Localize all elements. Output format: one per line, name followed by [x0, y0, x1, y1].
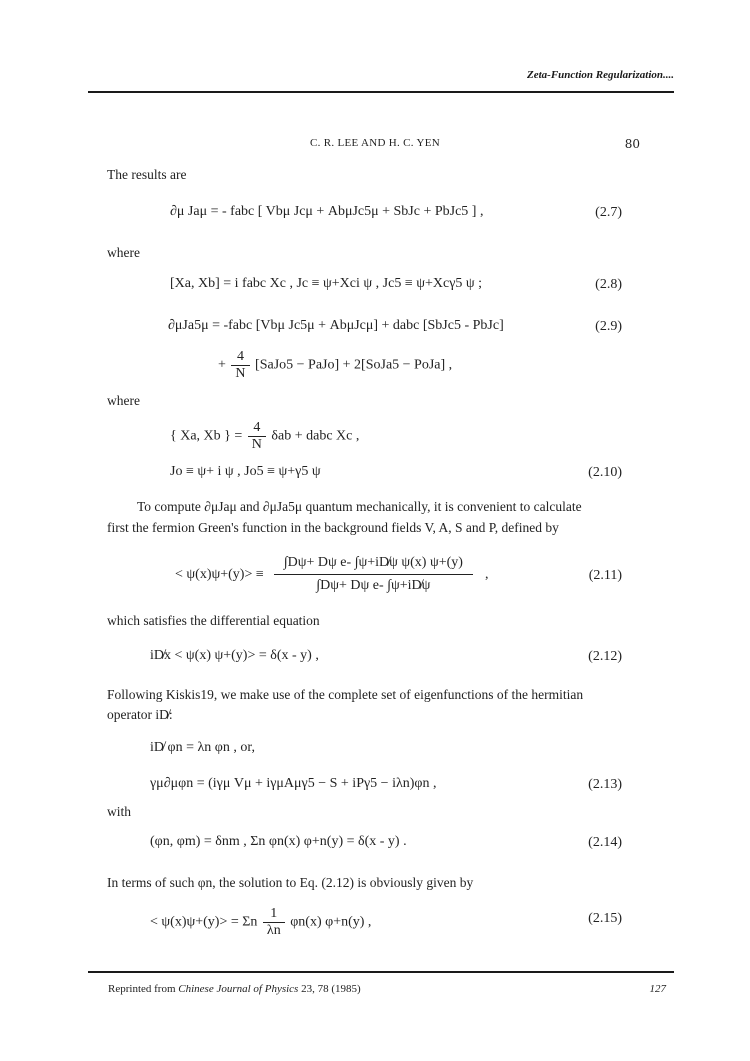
paragraph-compute-line2: first the fermion Green's function in the background fields V, A, S and P, defined by — [107, 520, 559, 535]
equation-number-2-10: (2.10) — [588, 465, 622, 480]
equation-2-14: (φn, φm) = δnm , Σn φn(x) φ+n(y) = δ(x - y) . — [150, 834, 407, 849]
running-head: Zeta-Function Regularization.... — [527, 69, 674, 81]
green-function-fraction: $\frac{\text{∫Dψ+ Dψ e- ∫ψ+iD̸ψ ψ(x) ψ+(y)}}{\text{∫Dψ+ Dψ e- ∫ψ+iD̸ψ}}$ — [274, 555, 473, 594]
equation-number-2-7: (2.7) — [595, 205, 622, 220]
equation-eigen: iD̸ φn = λn φn , or, — [150, 740, 255, 755]
with-text: with — [107, 804, 132, 819]
paragraph-kiskis: Following Kiskis19, we make use of the complete set of eigenfunctions of the hermitian — [107, 687, 584, 702]
footer-rule — [88, 971, 674, 973]
equation-number-2-15: (2.15) — [588, 911, 622, 926]
authors-line: C. R. LEE AND H. C. YEN — [310, 137, 440, 149]
equation-2-11: < ψ(x)ψ+(y)> ≡ $\frac{\text{∫Dψ+ Dψ e- ∫ψ+iD̸ψ ψ(x) ψ+(y)}}{\text{∫Dψ+ Dψ e- ∫ψ+iD̸ψ}}$ , — [175, 555, 489, 593]
equation-number-2-13: (2.13) — [588, 777, 622, 792]
equation-2-10: Jo ≡ ψ+ i ψ , Jo5 ≡ ψ+γ5 ψ — [170, 464, 321, 479]
paragraph-differential: which satisfies the differential equation — [107, 613, 320, 628]
equation-number-2-11: (2.11) — [588, 568, 622, 583]
equation-2-7-lhs: ∂μ Jaμ — [170, 204, 208, 219]
equation-2-7 — [170, 204, 483, 220]
fraction-1-over-lambda: $\frac{1}{\lambda n}$ — [263, 906, 285, 939]
footer-page-number: 127 — [649, 983, 666, 995]
equation-number-2-8: (2.8) — [595, 277, 622, 292]
footer-citation: Reprinted from Chinese Journal of Physics 23, 78 (1985) — [108, 983, 361, 995]
equation-number-2-14: (2.14) — [588, 835, 622, 850]
fraction-4-over-n-2: $\frac{4}{N}$ — [248, 420, 266, 453]
paragraph-compute: To compute ∂μJaμ and ∂μJa5μ quantum mechanically, it is convenient to calculate — [137, 499, 582, 514]
journal-name: Chinese Journal of Physics — [178, 983, 299, 995]
equation-number-2-9: (2.9) — [595, 319, 622, 334]
paragraph-kiskis-line2: operator iD̸: — [107, 707, 173, 722]
paragraph-solution: In terms of such φn, the solution to Eq. (2.12) is obviously given by — [107, 875, 474, 890]
fraction-4-over-n: $\frac{4}{N}$ — [231, 349, 249, 382]
equation-2-7-rhs: = - fabc [ Vbμ Jcμ + AbμJc5μ + SbJc + PbJc5 ] , — [210, 204, 484, 219]
equation-2-12: iD̸x < ψ(x) ψ+(y)> = δ(x - y) , — [150, 648, 319, 663]
equation-2-9-line1: ∂μJa5μ = -fabc [Vbμ Jc5μ + AbμJcμ] + dabc [SbJc5 - PbJc] — [168, 318, 504, 333]
equation-2-9-line2: + $\frac{4}{N}$ [SaJo5 − PaJo] + 2[SoJa5 − PoJa] , — [218, 349, 453, 381]
equation-anticommutator: { Xa, Xb } = $\frac{4}{N}$ δab + dabc Xc , — [170, 420, 360, 452]
equation-2-15: < ψ(x)ψ+(y)> = Σn $\frac{1}{\lambda n}$ φn(x) φ+n(y) , — [150, 906, 372, 938]
page-number: 80 — [624, 137, 640, 151]
equation-2-13: γμ∂μφn = (iγμ Vμ + iγμAμγ5 − S + iPγ5 − iλn)φn , — [150, 776, 437, 791]
equation-2-8: [Xa, Xb] = i fabc Xc , Jc ≡ ψ+Xci ψ , Jc5 ≡ ψ+Xcγ5 ψ ; — [170, 276, 483, 291]
header-rule — [88, 91, 674, 93]
equation-number-2-12: (2.12) — [588, 649, 622, 664]
intro-text: The results are — [107, 167, 187, 182]
where-text-2: where — [107, 393, 140, 408]
where-text-1: where — [107, 245, 140, 260]
